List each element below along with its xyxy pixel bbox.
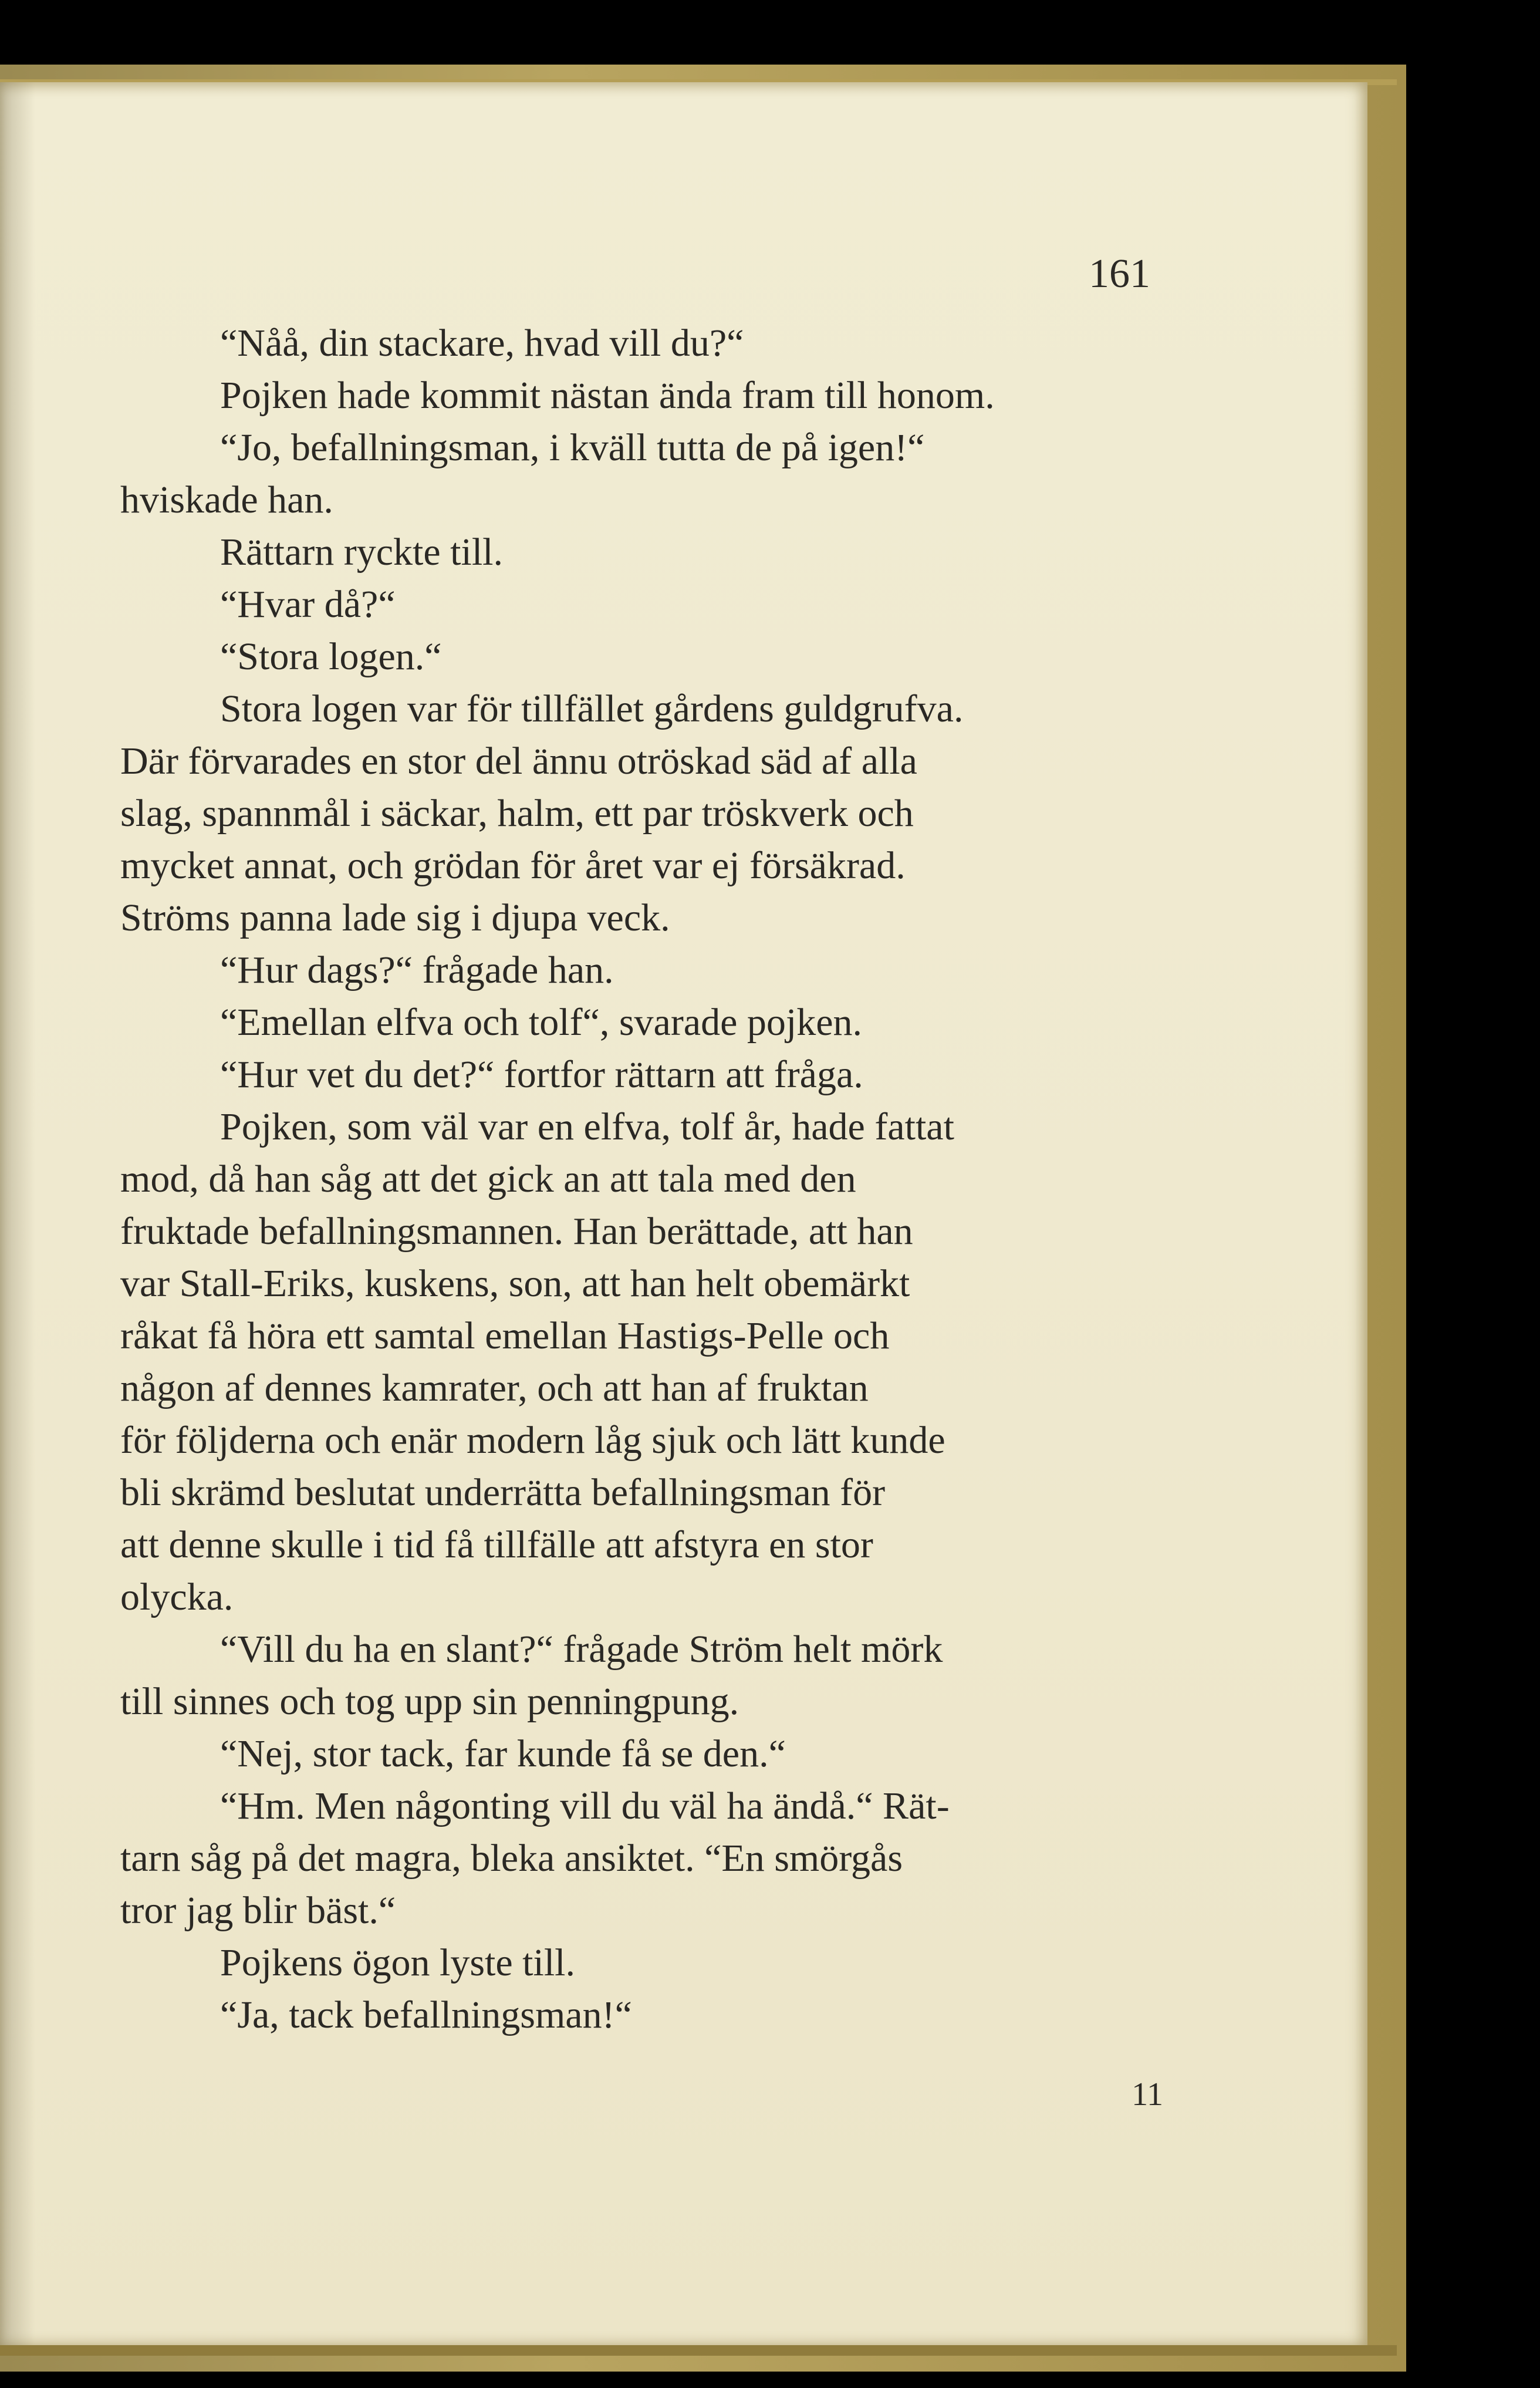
text-line: olycka. [120,1576,234,1618]
text-line: någon af dennes kamrater, och att han af fruktan [120,1367,869,1409]
text-line: var Stall-Eriks, kuskens, son, att han helt obemärkt [120,1262,910,1305]
text-line: Där förvarades en stor del ännu otröskad säd af alla [120,740,917,782]
text-line: “Ja, tack befallningsman!“ [220,1994,632,2036]
text-line: “Hur dags?“ frågade han. [220,949,614,991]
text-line: råkat få höra ett samtal emellan Hastigs-Pelle och [120,1314,890,1357]
text-line: “Emellan elfva och tolf“, svarade pojken. [220,1001,863,1044]
text-line: Rättarn ryckte till. [220,531,504,574]
page-number: 161 [1089,251,1150,296]
text-line: mycket annat, och grödan för året var ej försäkrad. [120,844,906,887]
text-line: “Jo, befallningsman, i kväll tutta de på igen!“ [220,426,925,469]
text-line: Stora logen var för tillfället gårdens guldgrufva. [220,687,964,730]
text-line: för följderna och enär modern låg sjuk och lätt kunde [120,1419,945,1462]
text-line: “Vill du ha en slant?“ frågade Ström helt mörk [220,1628,943,1671]
text-line: tarn såg på det magra, bleka ansiktet. “En smörgås [120,1837,903,1880]
bottom-page-edge [0,2345,1397,2356]
text-line: “Hm. Men någonting vill du väl ha ändå.“ Rät- [220,1785,950,1827]
text-line: till sinnes och tog upp sin penningpung. [120,1680,739,1723]
text-line: mod, då han såg att det gick an att tala med den [120,1158,856,1200]
text-line: fruktade befallningsmannen. Han berättade, att han [120,1210,913,1253]
text-line: tror jag blir bäst.“ [120,1889,396,1932]
text-line: Pojken, som väl var en elfva, tolf år, hade fattat [220,1105,954,1148]
text-line: slag, spannmål i säckar, halm, ett par tröskverk och [120,792,914,835]
page-gutter-shadow [0,82,35,2348]
text-line: Ströms panna lade sig i djupa veck. [120,896,670,939]
text-line: hviskade han. [120,478,333,521]
text-line: Pojkens ögon lyste till. [220,1941,576,1984]
body-text [120,317,1177,2041]
text-line: “Nåå, din stackare, hvad vill du?“ [220,322,744,365]
text-line: bli skrämd beslutat underrätta befallningsman för [120,1471,886,1514]
signature-mark: 11 [1132,2076,1163,2113]
text-line: “Hur vet du det?“ fortfor rättarn att fråga. [220,1053,863,1096]
text-line: Pojken hade kommit nästan ända fram till honom. [220,374,995,417]
text-line: “Nej, stor tack, far kunde få se den.“ [220,1732,786,1775]
text-line: att denne skulle i tid få tillfälle att afstyra en stor [120,1523,873,1566]
text-line: “Hvar då?“ [220,583,396,626]
text-line: “Stora logen.“ [220,635,442,678]
